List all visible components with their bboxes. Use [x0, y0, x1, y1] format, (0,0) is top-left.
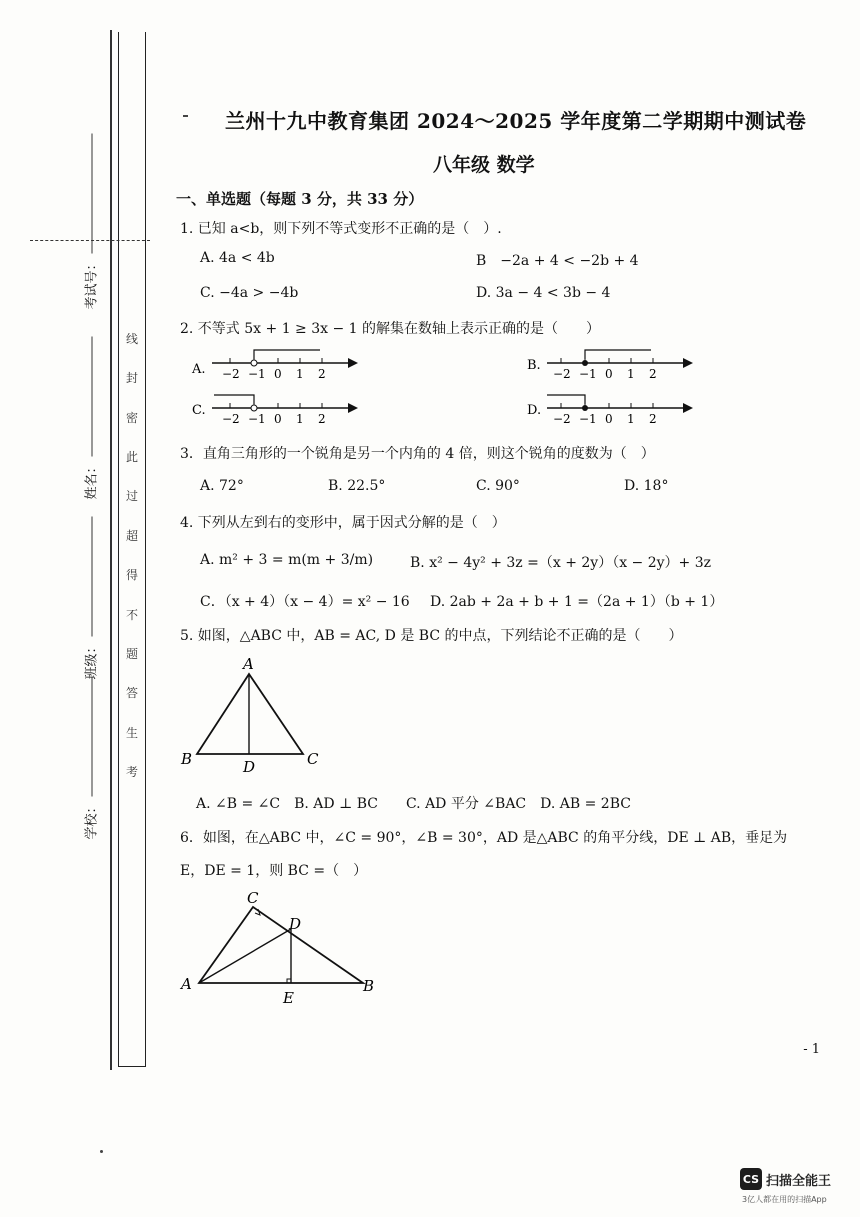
solution-bracket [585, 350, 651, 359]
q3-option-b: B. 22.5° [328, 478, 386, 494]
tick-label: 1 [627, 412, 635, 426]
point-label-c: C [247, 889, 259, 907]
tick-label: −2 [553, 367, 571, 381]
triangle-abc [197, 674, 303, 754]
point-label-e: E [283, 989, 294, 1007]
tick-label: 1 [296, 412, 304, 426]
tick-label: −1 [248, 367, 266, 381]
seal-char: 超 [125, 528, 138, 543]
point-label-b: B [363, 977, 375, 995]
q4-option-a: A. m² + 3 = m(m + 3/m) [200, 552, 374, 568]
tick-label: 2 [649, 367, 657, 381]
q3-option-d: D. 18° [624, 478, 669, 494]
field-blank[interactable] [92, 676, 93, 796]
q2-label-a: A. [192, 362, 206, 377]
camscanner-logo-icon: CS [740, 1168, 762, 1190]
section-heading: 一、单选题（每题 3 分，共 33 分） [176, 190, 424, 208]
point-label-a: A [181, 975, 192, 993]
q5-stem: 5. 如图，△ABC 中，AB = AC, D 是 BC 的中点，下列结论不正确的是（ ） [180, 628, 683, 644]
closed-dot [582, 405, 588, 411]
triangle-abc [199, 907, 363, 983]
exam-number-field[interactable] [81, 250, 100, 310]
q6-triangle-figure [175, 885, 385, 1015]
tick-label: −1 [579, 367, 597, 381]
tick-label: −2 [553, 412, 571, 426]
solution-bracket [547, 395, 585, 404]
q5-options: A. ∠B = ∠C B. AD ⊥ BC C. AD 平分 ∠BAC D. AB = 2BC [196, 796, 631, 812]
axis-arrow [683, 358, 693, 368]
seal-char: 此 [125, 450, 138, 465]
q3-option-a: A. 72° [200, 478, 244, 494]
field-blank[interactable] [92, 516, 93, 636]
q2-option-c-numberline [190, 390, 360, 426]
tick-label: 2 [318, 367, 326, 381]
q1-option-c: C. −4a > −4b [200, 285, 299, 301]
q5-triangle-figure [175, 652, 335, 777]
tick-label: 2 [649, 412, 657, 426]
tick-label: −2 [222, 412, 240, 426]
field-blank[interactable] [92, 336, 93, 456]
q1-option-b: B −2a + 4 < −2b + 4 [476, 253, 639, 269]
solution-bracket [254, 350, 320, 359]
q4-option-c: C．（x + 4）（x − 4）= x² − 16 [200, 594, 410, 610]
point-label-d: D [243, 758, 256, 776]
seal-char: 不 [125, 607, 138, 622]
field-label: 考试号： [84, 257, 100, 310]
tick-label: 0 [274, 367, 282, 381]
scanner-watermark [740, 1168, 831, 1190]
point-label-a: A [243, 655, 254, 673]
axis-arrow [348, 358, 358, 368]
axis-arrow [683, 403, 693, 413]
q2-label-c: C. [192, 403, 206, 418]
q1-stem: 1. 已知 a<b，则下列不等式变形不正确的是（ ）. [180, 221, 502, 237]
school-field[interactable] [81, 780, 100, 840]
q2-option-a-numberline [190, 345, 360, 381]
q2-stem: 2. 不等式 5x + 1 ≥ 3x − 1 的解集在数轴上表示正确的是（ ） [180, 321, 601, 337]
binding-line [110, 30, 112, 1070]
point-label-b: B [181, 750, 193, 768]
closed-dot [582, 360, 588, 366]
watermark-name: 扫描全能王 [766, 1173, 832, 1189]
q2-option-b-numberline [525, 345, 695, 381]
q1-option-d: D. 3a − 4 < 3b − 4 [476, 285, 611, 301]
page-title: 兰州十九中教育集团 2024～2025 学年度第二学期期中测试卷 [225, 109, 807, 133]
seal-char: 答 [125, 686, 138, 701]
q6-stem: 6．如图，在△ABC 中，∠C = 90°，∠B = 30°，AD 是△ABC 的角平分线，DE ⊥ AB，垂足为 [180, 830, 788, 846]
tick-label: −2 [222, 367, 240, 381]
solution-bracket [214, 395, 254, 404]
scan-mark [183, 115, 188, 117]
scan-speck [100, 1150, 103, 1153]
segment-ad [199, 929, 291, 983]
seal-char: 生 [125, 725, 138, 740]
watermark-tagline: 3亿人都在用的扫描App [742, 1195, 827, 1204]
q3-stem: 3．直角三角形的一个锐角是另一个内角的 4 倍，则这个锐角的度数为（ ） [180, 446, 655, 462]
field-blank[interactable] [92, 133, 93, 253]
tick-label: 2 [318, 412, 326, 426]
q4-option-b: B. x² − 4y² + 3z =（x + 2y）（x − 2y）+ 3z [410, 555, 711, 571]
tick-label: 0 [605, 367, 613, 381]
seal-char: 密 [125, 410, 138, 425]
q4-option-d: D. 2ab + 2a + b + 1 =（2a + 1）（b + 1） [430, 594, 724, 610]
field-label: 姓名： [84, 460, 100, 500]
tick-label: 1 [296, 367, 304, 381]
name-field[interactable] [81, 440, 100, 500]
tick-label: −1 [248, 412, 266, 426]
seal-char: 封 [125, 371, 138, 386]
seal-line-text [120, 330, 144, 780]
page-number: - 1 [803, 1042, 820, 1057]
open-dot [251, 360, 257, 366]
seal-char: 线 [125, 332, 138, 346]
q1-option-a: A. 4a < 4b [200, 250, 275, 266]
tick-label: 0 [605, 412, 613, 426]
seal-char: 考 [125, 764, 138, 779]
q2-option-d-numberline [525, 390, 695, 426]
tick-label: 1 [627, 367, 635, 381]
class-field[interactable] [81, 620, 100, 680]
page-subtitle: 八年级 数学 [433, 154, 535, 176]
field-label: 学校： [84, 800, 100, 840]
seal-char: 题 [125, 646, 138, 661]
q2-label-b: B. [527, 358, 541, 373]
q2-label-d: D. [527, 403, 542, 418]
point-label-c: C [307, 750, 319, 768]
tick-label: −1 [579, 412, 597, 426]
cut-dash-mark [30, 240, 150, 241]
seal-char: 过 [125, 489, 138, 504]
tick-label: 0 [274, 412, 282, 426]
q6-stem-continued: E，DE = 1，则 BC =（ ） [180, 863, 368, 879]
q4-stem: 4. 下列从左到右的变形中，属于因式分解的是（ ） [180, 515, 506, 531]
q3-option-c: C. 90° [476, 478, 520, 494]
point-label-d: D [289, 915, 302, 933]
seal-char: 得 [125, 568, 138, 583]
field-label: 班级： [84, 640, 100, 680]
open-dot [251, 405, 257, 411]
axis-arrow [348, 403, 358, 413]
